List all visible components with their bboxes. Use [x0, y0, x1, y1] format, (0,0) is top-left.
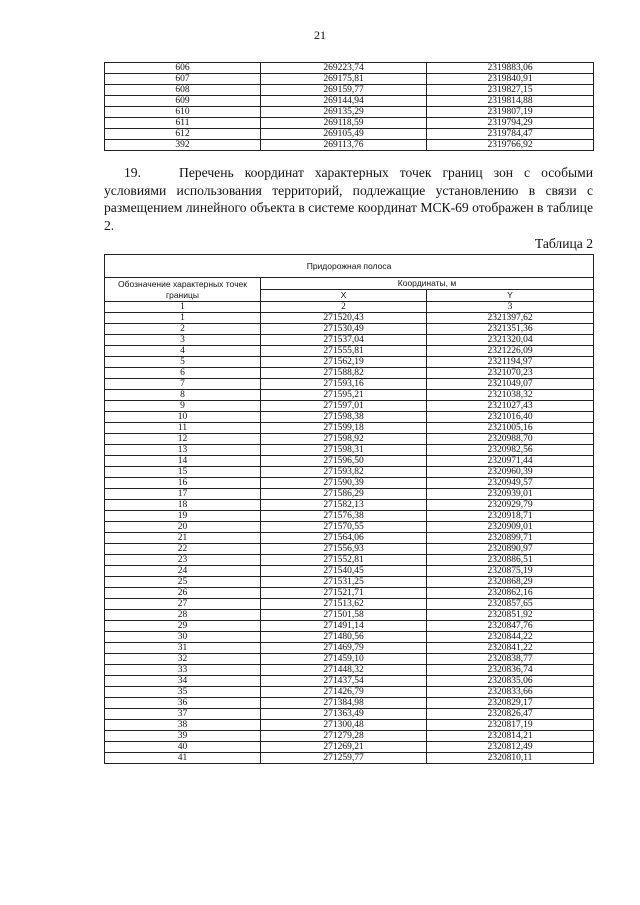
table-row [105, 324, 594, 335]
point-id-cell: 607 [105, 74, 261, 85]
y-coordinate-cell: 2321226,09 [427, 346, 594, 357]
point-id-cell: 24 [105, 566, 261, 577]
x-coordinate-cell: 271426,79 [261, 687, 427, 698]
x-coordinate-cell: 269175,81 [261, 74, 427, 85]
table-row [105, 74, 594, 85]
x-coordinate-cell: 271540,45 [261, 566, 427, 577]
point-id-cell: 606 [105, 63, 261, 74]
x-coordinate-cell: 271562,19 [261, 357, 427, 368]
table-row [105, 140, 594, 151]
x-coordinate-cell: 271363,49 [261, 709, 427, 720]
x-header: X [261, 290, 427, 302]
point-id-cell: 22 [105, 544, 261, 555]
table-row [105, 654, 594, 665]
y-coordinate-cell: 2321397,62 [427, 313, 594, 324]
point-id-cell: 37 [105, 709, 261, 720]
point-id-cell: 30 [105, 632, 261, 643]
x-coordinate-cell: 271598,31 [261, 445, 427, 456]
paragraph-number: 19. [124, 165, 141, 180]
point-id-cell: 25 [105, 577, 261, 588]
table-row [105, 687, 594, 698]
x-coordinate-cell: 271531,25 [261, 577, 427, 588]
point-id-cell: 8 [105, 390, 261, 401]
table-row [105, 489, 594, 500]
x-coordinate-cell: 271596,50 [261, 456, 427, 467]
x-coordinate-cell: 271537,04 [261, 335, 427, 346]
point-id-cell: 392 [105, 140, 261, 151]
x-coordinate-cell: 271513,62 [261, 599, 427, 610]
column-number-1: 1 [105, 302, 261, 313]
table-row [105, 313, 594, 324]
table2-caption: Таблица 2 [534, 236, 593, 251]
point-id-cell: 13 [105, 445, 261, 456]
point-id-cell: 26 [105, 588, 261, 599]
y-coordinate-cell: 2320841,22 [427, 643, 594, 654]
point-id-cell: 33 [105, 665, 261, 676]
y-coordinate-cell: 2320929,79 [427, 500, 594, 511]
point-id-cell: 10 [105, 412, 261, 423]
y-coordinate-cell: 2320836,74 [427, 665, 594, 676]
table-row [105, 698, 594, 709]
x-coordinate-cell: 271599,18 [261, 423, 427, 434]
y-coordinate-cell: 2319794,29 [427, 118, 594, 129]
point-id-cell: 12 [105, 434, 261, 445]
x-coordinate-cell: 271259,77 [261, 753, 427, 764]
x-coordinate-cell: 271300,48 [261, 720, 427, 731]
y-coordinate-cell: 2320949,57 [427, 478, 594, 489]
table-row [105, 720, 594, 731]
x-coordinate-cell: 271564,06 [261, 533, 427, 544]
point-id-cell: 610 [105, 107, 261, 118]
coordinates-header: Координаты, м [261, 278, 594, 290]
page-number: 21 [314, 28, 326, 42]
y-coordinate-cell: 2320844,22 [427, 632, 594, 643]
paragraph-text: Перечень координат характерных точек границ зон с особыми условиями использования территорий, подлежащие установлению в связи с размещением линейного объекта в системе координат МСК-69 отображен в таблице 2. [104, 165, 593, 233]
y-coordinate-cell: 2320875,19 [427, 566, 594, 577]
table-row [105, 533, 594, 544]
table-row [105, 599, 594, 610]
y-coordinate-cell: 2321320,04 [427, 335, 594, 346]
point-id-cell: 14 [105, 456, 261, 467]
y-coordinate-cell: 2320810,11 [427, 753, 594, 764]
point-id-cell: 4 [105, 346, 261, 357]
y-coordinate-cell: 2320857,65 [427, 599, 594, 610]
y-coordinate-cell: 2320847,76 [427, 621, 594, 632]
table-row [105, 357, 594, 368]
table-row [105, 753, 594, 764]
point-id-cell: 20 [105, 522, 261, 533]
x-coordinate-cell: 271480,56 [261, 632, 427, 643]
y-coordinate-cell: 2320833,66 [427, 687, 594, 698]
point-id-cell: 29 [105, 621, 261, 632]
table-row [105, 96, 594, 107]
table-row [105, 632, 594, 643]
table-row [105, 412, 594, 423]
table-row [105, 467, 594, 478]
table-row [105, 610, 594, 621]
table-row [105, 456, 594, 467]
table-row [105, 511, 594, 522]
y-coordinate-cell: 2321351,36 [427, 324, 594, 335]
table-row [105, 621, 594, 632]
x-coordinate-cell: 271590,39 [261, 478, 427, 489]
y-header: Y [427, 290, 594, 302]
y-coordinate-cell: 2319840,91 [427, 74, 594, 85]
point-id-cell: 9 [105, 401, 261, 412]
x-coordinate-cell: 271552,81 [261, 555, 427, 566]
y-coordinate-cell: 2320988,70 [427, 434, 594, 445]
table-row [105, 346, 594, 357]
x-coordinate-cell: 271384,98 [261, 698, 427, 709]
x-coordinate-cell: 271491,14 [261, 621, 427, 632]
point-id-cell: 15 [105, 467, 261, 478]
point-id-cell: 40 [105, 742, 261, 753]
y-coordinate-cell: 2320817,19 [427, 720, 594, 731]
table-row [105, 118, 594, 129]
y-coordinate-cell: 2320829,17 [427, 698, 594, 709]
y-coordinate-cell: 2319766,92 [427, 140, 594, 151]
table-row [105, 478, 594, 489]
point-id-cell: 6 [105, 368, 261, 379]
point-id-cell: 28 [105, 610, 261, 621]
table-row [105, 335, 594, 346]
point-designation-header: Обозначение характерных точек границы [105, 278, 261, 302]
point-id-cell: 38 [105, 720, 261, 731]
y-coordinate-cell: 2320868,29 [427, 577, 594, 588]
table-row [105, 676, 594, 687]
point-id-cell: 19 [105, 511, 261, 522]
table-row [105, 522, 594, 533]
y-coordinate-cell: 2319814,88 [427, 96, 594, 107]
x-coordinate-cell: 269113,76 [261, 140, 427, 151]
x-coordinate-cell: 271598,38 [261, 412, 427, 423]
x-coordinate-cell: 271469,79 [261, 643, 427, 654]
x-coordinate-cell: 271555,81 [261, 346, 427, 357]
point-id-cell: 612 [105, 129, 261, 140]
x-coordinate-cell: 271448,32 [261, 665, 427, 676]
y-coordinate-cell: 2319807,19 [427, 107, 594, 118]
table-row [105, 709, 594, 720]
y-coordinate-cell: 2321016,40 [427, 412, 594, 423]
y-coordinate-cell: 2320909,01 [427, 522, 594, 533]
x-coordinate-cell: 271520,43 [261, 313, 427, 324]
point-id-cell: 3 [105, 335, 261, 346]
y-coordinate-cell: 2321049,07 [427, 379, 594, 390]
table-row [105, 401, 594, 412]
point-id-cell: 2 [105, 324, 261, 335]
x-coordinate-cell: 271582,13 [261, 500, 427, 511]
y-coordinate-cell: 2319827,15 [427, 85, 594, 96]
point-id-cell: 17 [105, 489, 261, 500]
point-id-cell: 27 [105, 599, 261, 610]
x-coordinate-cell: 269118,59 [261, 118, 427, 129]
table-row [105, 63, 594, 74]
table-row [105, 566, 594, 577]
y-coordinate-cell: 2320835,06 [427, 676, 594, 687]
table-row [105, 107, 594, 118]
column-number-2: 2 [261, 302, 427, 313]
table-row [105, 731, 594, 742]
x-coordinate-cell: 269144,94 [261, 96, 427, 107]
table-row [105, 643, 594, 654]
table2-body [105, 313, 594, 764]
table-row [105, 577, 594, 588]
table-row [105, 85, 594, 96]
x-coordinate-cell: 271586,29 [261, 489, 427, 500]
x-coordinate-cell: 269135,29 [261, 107, 427, 118]
point-id-cell: 1 [105, 313, 261, 324]
table-row [105, 665, 594, 676]
point-id-cell: 41 [105, 753, 261, 764]
point-id-cell: 611 [105, 118, 261, 129]
y-coordinate-cell: 2320851,92 [427, 610, 594, 621]
point-id-cell: 609 [105, 96, 261, 107]
x-coordinate-cell: 271521,71 [261, 588, 427, 599]
table-row [105, 434, 594, 445]
y-coordinate-cell: 2320812,49 [427, 742, 594, 753]
point-id-cell: 34 [105, 676, 261, 687]
y-coordinate-cell: 2321194,97 [427, 357, 594, 368]
x-coordinate-cell: 271598,92 [261, 434, 427, 445]
point-id-cell: 21 [105, 533, 261, 544]
y-coordinate-cell: 2320918,71 [427, 511, 594, 522]
y-coordinate-cell: 2320814,21 [427, 731, 594, 742]
coordinates-table-continued [104, 62, 594, 151]
y-coordinate-cell: 2321070,23 [427, 368, 594, 379]
y-coordinate-cell: 2320838,77 [427, 654, 594, 665]
point-id-cell: 18 [105, 500, 261, 511]
x-coordinate-cell: 271269,21 [261, 742, 427, 753]
x-coordinate-cell: 269159,77 [261, 85, 427, 96]
table2-title: Придорожная полоса [105, 255, 594, 278]
y-coordinate-cell: 2320890,97 [427, 544, 594, 555]
table-row [105, 588, 594, 599]
y-coordinate-cell: 2320826,47 [427, 709, 594, 720]
table-row [105, 390, 594, 401]
table-row [105, 500, 594, 511]
x-coordinate-cell: 271570,55 [261, 522, 427, 533]
point-id-cell: 7 [105, 379, 261, 390]
y-coordinate-cell: 2321027,43 [427, 401, 594, 412]
x-coordinate-cell: 271437,54 [261, 676, 427, 687]
table1-body [105, 63, 594, 151]
point-id-cell: 11 [105, 423, 261, 434]
y-coordinate-cell: 2320899,71 [427, 533, 594, 544]
paragraph-19 [104, 164, 593, 234]
y-coordinate-cell: 2319784,47 [427, 129, 594, 140]
y-coordinate-cell: 2320960,39 [427, 467, 594, 478]
y-coordinate-cell: 2320886,51 [427, 555, 594, 566]
table-row [105, 368, 594, 379]
y-coordinate-cell: 2320862,16 [427, 588, 594, 599]
point-id-cell: 31 [105, 643, 261, 654]
column-number-3: 3 [427, 302, 594, 313]
x-coordinate-cell: 271530,49 [261, 324, 427, 335]
table-row [105, 129, 594, 140]
x-coordinate-cell: 271576,38 [261, 511, 427, 522]
y-coordinate-cell: 2319883,06 [427, 63, 594, 74]
point-id-cell: 23 [105, 555, 261, 566]
point-id-cell: 35 [105, 687, 261, 698]
x-coordinate-cell: 271501,58 [261, 610, 427, 621]
x-coordinate-cell: 269105,49 [261, 129, 427, 140]
x-coordinate-cell: 271593,82 [261, 467, 427, 478]
point-id-cell: 32 [105, 654, 261, 665]
point-id-cell: 36 [105, 698, 261, 709]
x-coordinate-cell: 271459,10 [261, 654, 427, 665]
table-row [105, 544, 594, 555]
x-coordinate-cell: 269223,74 [261, 63, 427, 74]
table-row [105, 555, 594, 566]
y-coordinate-cell: 2321038,32 [427, 390, 594, 401]
y-coordinate-cell: 2321005,16 [427, 423, 594, 434]
x-coordinate-cell: 271556,93 [261, 544, 427, 555]
x-coordinate-cell: 271279,28 [261, 731, 427, 742]
x-coordinate-cell: 271597,01 [261, 401, 427, 412]
y-coordinate-cell: 2320971,44 [427, 456, 594, 467]
y-coordinate-cell: 2320939,01 [427, 489, 594, 500]
point-id-cell: 39 [105, 731, 261, 742]
point-id-cell: 608 [105, 85, 261, 96]
y-coordinate-cell: 2320982,56 [427, 445, 594, 456]
x-coordinate-cell: 271593,16 [261, 379, 427, 390]
x-coordinate-cell: 271588,82 [261, 368, 427, 379]
table-row [105, 379, 594, 390]
table-row [105, 445, 594, 456]
point-id-cell: 16 [105, 478, 261, 489]
point-id-cell: 5 [105, 357, 261, 368]
roadside-strip-coordinates-table [104, 254, 594, 764]
table-row [105, 742, 594, 753]
table-row [105, 423, 594, 434]
x-coordinate-cell: 271595,21 [261, 390, 427, 401]
